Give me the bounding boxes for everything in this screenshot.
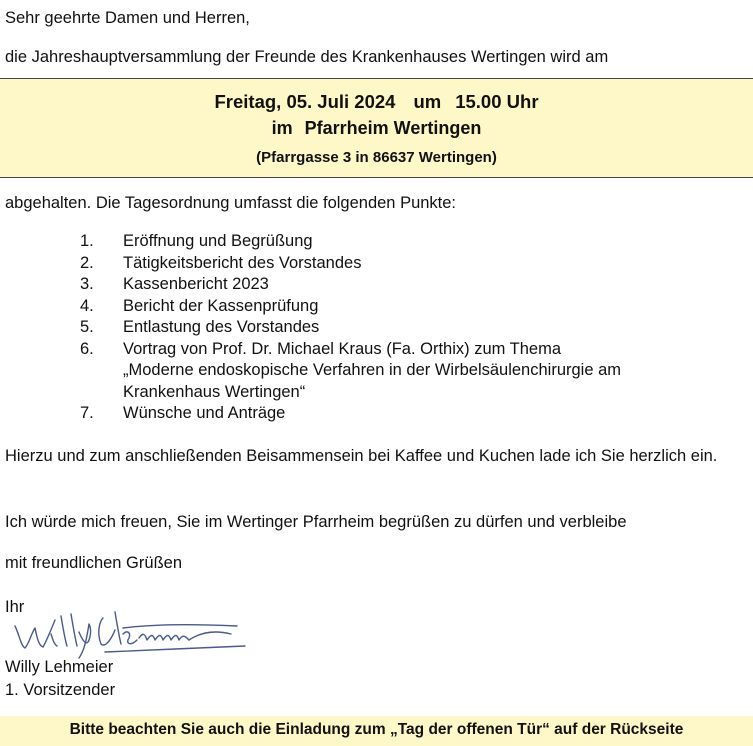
agenda-item-text: Entlastung des Vorstandes [123,318,320,336]
agenda-item-text: „Moderne endoskopische Verfahren in der Wirbelsäulenchirurgie am [123,361,622,379]
event-at-word: um [413,91,442,112]
agenda-item-number: 5. [80,318,94,336]
agenda-list [0,231,621,425]
event-in-word: im [271,118,293,138]
back-page-note: Bitte beachten Sie auch die Einladung zum „Tag der offenen Tür“ auf der Rückseite [0,716,753,746]
signer-role: 1. Vorsitzender [5,681,116,699]
invitation-text: Hierzu und zum anschließenden Beisammensein bei Kaffee und Kuchen lade ich Sie herzlich ein. [5,447,718,465]
agenda-item [0,274,621,296]
agenda-item-number: 1. [80,232,94,250]
event-time: 15.00 Uhr [455,91,539,112]
agenda-item [0,296,621,318]
agenda-item-number: 4. [80,296,94,315]
agenda-item-text: Kassenbericht 2023 [123,275,269,293]
agenda-item [0,317,621,339]
agenda-item [0,339,621,404]
agenda-item-text: Tätigkeitsbericht des Vorstandes [123,253,362,272]
agenda-intro: abgehalten. Die Tagesordnung umfasst die folgenden Punkte: [5,194,457,212]
agenda-item-text: Bericht der Kassenprüfung [123,296,319,315]
event-venue-line [0,117,753,139]
event-address: (Pfarrgasse 3 in 86637 Wertingen) [256,149,497,166]
event-date-time [0,91,753,113]
agenda-item-number: 3. [80,275,94,293]
agenda-item-number: 6. [80,339,94,358]
event-venue: Pfarrheim Wertingen [304,118,482,138]
sign-off: Ihr [5,598,25,616]
agenda-item-text: Vortrag von Prof. Dr. Michael Kraus (Fa. Orthix) zum Thema [123,339,562,358]
closing-line: Ich würde mich freuen, Sie im Wertinger Pfarrheim begrüßen zu dürfen und verbleibe [5,513,627,531]
event-date: Freitag, 05. Juli 2024 [214,91,396,112]
signer-name: Willy Lehmeier [5,658,114,676]
agenda-item-text: Krankenhaus Wertingen“ [123,382,306,401]
agenda-item-number: 2. [80,253,94,272]
intro-text: die Jahreshauptversammlung der Freunde des Krankenhauses Wertingen wird am [5,48,609,66]
agenda-item-text: Eröffnung und Begrüßung [123,232,313,250]
salutation: Sehr geehrte Damen und Herren, [5,9,250,27]
regards: mit freundlichen Grüßen [5,554,182,572]
event-banner [0,78,753,178]
handwritten-signature [5,604,285,664]
agenda-item-number: 7. [80,404,94,422]
agenda-item-text: Wünsche und Anträge [123,404,286,422]
agenda-item [0,231,621,253]
agenda-item [0,403,621,425]
agenda-item [0,253,621,275]
